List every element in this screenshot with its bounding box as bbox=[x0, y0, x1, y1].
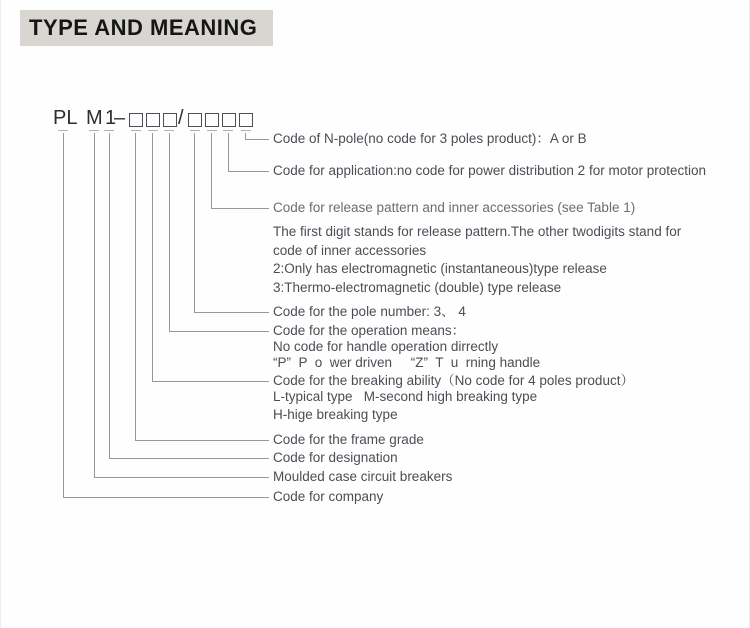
tick-box-5 bbox=[207, 130, 217, 131]
leader-line-company bbox=[63, 133, 64, 497]
tick-box-2 bbox=[148, 130, 158, 131]
tick-box-1 bbox=[131, 130, 141, 131]
leader-line-breaking bbox=[135, 133, 136, 440]
tick-designation bbox=[89, 130, 99, 131]
label-breaking-note-1: L-typical type M-second high breaking type bbox=[273, 389, 538, 404]
label-release-note-1: The first digit stands for release pattern.The other twodigits stand for bbox=[273, 224, 682, 239]
tick-box-6 bbox=[223, 130, 233, 131]
leader-line-operation bbox=[152, 133, 153, 381]
label-breaking: Code for the breaking ability（No code for 4 poles product） bbox=[273, 373, 634, 388]
code-company: PL bbox=[53, 107, 78, 129]
section-header bbox=[20, 10, 273, 46]
code-box-application bbox=[222, 113, 236, 127]
leader-elbow-mccb bbox=[94, 477, 269, 478]
leader-elbow-designation bbox=[109, 458, 269, 459]
label-mccb: Moulded case circuit breakers bbox=[273, 469, 453, 484]
leader-line-designation bbox=[94, 133, 95, 477]
label-release-note-4: 3:Thermo-electromagnetic (double) type release bbox=[273, 280, 562, 295]
label-release-note-3: 2:Only has electromagnetic (instantaneous)type release bbox=[273, 261, 607, 276]
leader-elbow-frame-grade bbox=[135, 440, 269, 441]
leader-elbow-operation bbox=[169, 331, 269, 332]
leader-line-frame bbox=[109, 133, 110, 458]
code-slash: / bbox=[178, 107, 184, 129]
label-frame-grade: Code for the frame grade bbox=[273, 432, 424, 447]
label-release-note-2: code of inner accessories bbox=[273, 243, 427, 258]
leader-line-release bbox=[211, 133, 212, 208]
tick-box-3 bbox=[164, 130, 174, 131]
tick-frame bbox=[104, 130, 114, 131]
code-box-pole-number bbox=[163, 113, 177, 127]
label-release-pattern: Code for release pattern and inner accessories (see Table 1) bbox=[273, 200, 636, 215]
label-operation-note-2: “P” P o wer driven “Z” T u rning handle bbox=[273, 355, 541, 370]
leader-elbow-release bbox=[211, 208, 269, 209]
leader-line-pole bbox=[194, 133, 195, 312]
label-operation: Code for the operation means： bbox=[273, 323, 466, 338]
label-application: Code for application:no code for power distribution 2 for motor protection bbox=[273, 163, 706, 178]
label-breaking-note-2: H-hige breaking type bbox=[273, 407, 398, 422]
leader-elbow-n-pole bbox=[245, 139, 269, 140]
tick-company bbox=[58, 130, 68, 131]
leader-line-application bbox=[228, 133, 229, 171]
label-n-pole: Code of N-pole(no code for 3 poles product)：A or B bbox=[273, 131, 587, 146]
label-operation-note-1: No code for handle operation dirrectly bbox=[273, 339, 499, 354]
leader-elbow-pole bbox=[194, 312, 269, 313]
leader-elbow-breaking bbox=[152, 381, 269, 382]
label-designation: Code for designation bbox=[273, 450, 398, 465]
code-box-release-pattern bbox=[188, 113, 202, 127]
tick-box-7 bbox=[241, 130, 251, 131]
page-title: TYPE AND MEANING bbox=[29, 15, 258, 40]
code-designation: M bbox=[86, 107, 103, 129]
code-dash: – bbox=[114, 107, 126, 129]
code-box-breaking bbox=[129, 113, 143, 127]
label-pole-number: Code for the pole number: 3、 4 bbox=[273, 304, 466, 319]
code-box-operation bbox=[146, 113, 160, 127]
leader-elbow-application bbox=[228, 171, 269, 172]
code-box-n-pole bbox=[239, 113, 253, 127]
leader-line-pole-number bbox=[169, 133, 170, 331]
label-company: Code for company bbox=[273, 489, 384, 504]
leader-elbow-company bbox=[63, 497, 269, 498]
code-box-release-pattern-2 bbox=[205, 113, 219, 127]
code-frame: 1 bbox=[105, 107, 117, 129]
tick-box-4 bbox=[190, 130, 200, 131]
